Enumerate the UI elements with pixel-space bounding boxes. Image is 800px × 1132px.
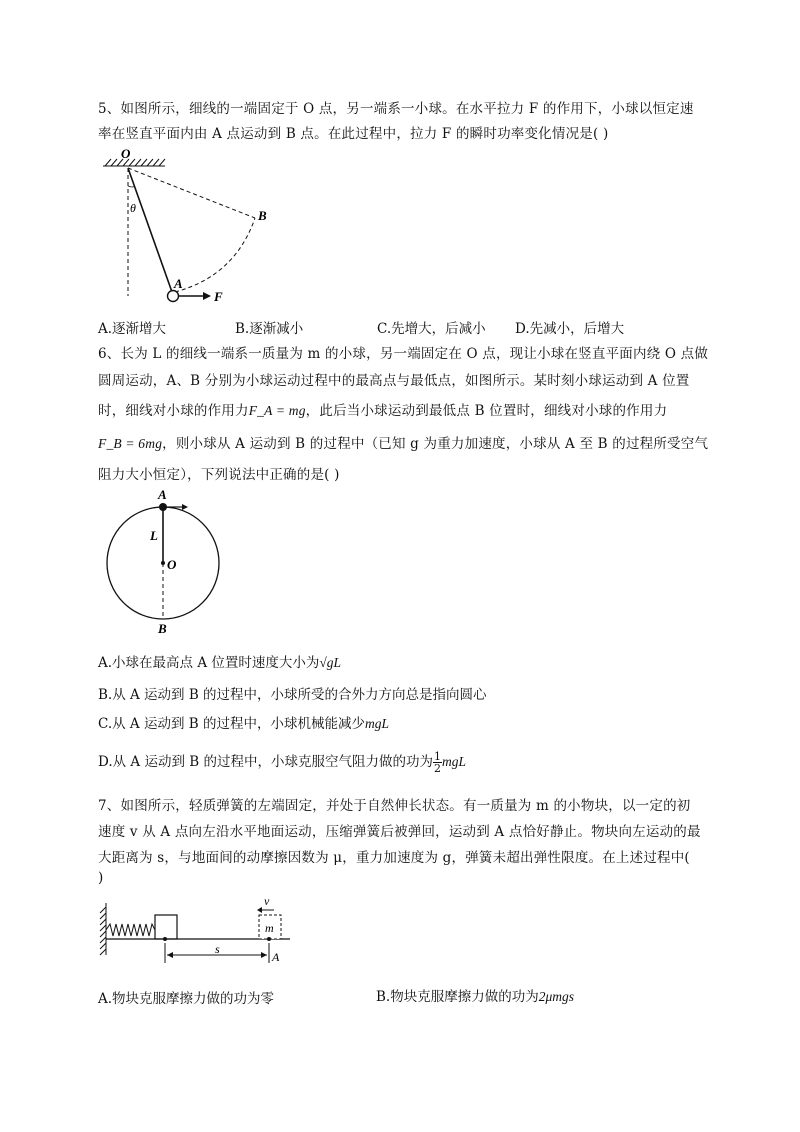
q6-option-c: C.从 A 运动到 B 的过程中，小球机械能减少mgL <box>98 716 389 732</box>
label-A: A <box>174 276 183 291</box>
label-m: m <box>265 921 274 935</box>
q6-line-3-b: ，此后当小球运动到最低点 B 位置时，细线对小球的作用力 <box>305 403 668 419</box>
label-B: B <box>258 208 267 223</box>
q6-line-4-b: ，则小球从 A 运动到 B 的过程中（已知 g 为重力加速度，小球从 A 至 B 的过程所受空气 <box>162 436 709 452</box>
q6-line-5: 阻力大小恒定），下列说法中正确的是( ) <box>98 467 340 483</box>
formula-mgl-2: mgL <box>441 754 466 769</box>
formula-sqrt-gl: √gL <box>319 655 342 670</box>
label-L: L <box>150 528 158 543</box>
spring <box>106 924 155 936</box>
label-s: s <box>215 942 220 956</box>
label-O: O <box>121 146 131 161</box>
formula-fb: F_B = 6mg <box>98 436 163 451</box>
q7-option-a: A.物块克服摩擦力做的功为零 <box>98 991 275 1007</box>
q6-option-d: D.从 A 运动到 B 的过程中，小球克服空气阻力做的功为 $\frac{1}{2}$ mgL <box>98 750 466 775</box>
q7-line-3: 大距离为 s，与地面间的动摩擦因数为 μ，重力加速度为 g，弹簧未超出弹性限度。在上述过程中( <box>98 850 690 866</box>
q7-line-4: ) <box>98 870 104 886</box>
q5-pendulum-figure <box>95 146 295 306</box>
ball <box>168 291 179 302</box>
label-A: A <box>158 488 167 502</box>
q5-option-c: C.先增大，后减小 <box>377 321 486 337</box>
q5-option-d: D.先减小，后增大 <box>515 321 625 337</box>
q5-line-2: 率在竖直平面内由 A 点运动到 B 点。在此过程中，拉力 F 的瞬时功率变化情况是( ) <box>98 126 609 142</box>
q5-option-a: A.逐渐增大 <box>98 321 167 337</box>
formula-fa: F_A = mg <box>248 403 306 418</box>
q6-line-2: 圆周运动，A、B 分别为小球运动过程中的最高点与最低点，如图所示。某时刻小球运动到 A 位置 <box>98 373 690 389</box>
label-theta: θ <box>130 201 136 215</box>
q6-option-b: B.从 A 运动到 B 的过程中，小球所受的合外力方向总是指向圆心 <box>98 687 487 703</box>
q6-line-1: 6、长为 L 的细线一端系一质量为 m 的小球，另一端固定在 O 点，现让小球在竖直平面内绕 O 点做 <box>98 346 709 362</box>
q7-option-b: B.物块克服摩擦力做的功为2μmgs <box>376 989 574 1005</box>
string-OB-dashed <box>128 168 255 218</box>
q6-line-4 <box>98 432 708 452</box>
q7-line-2: 速度 v 从 A 点向左沿水平地面运动，压缩弹簧后被弹回，运动到 A 点恰好静止。物块向左运动的最 <box>98 824 701 840</box>
label-F: F <box>214 289 223 304</box>
wall-hatch <box>100 903 106 955</box>
q6-line-3-a: 时，细线对小球的作用力 <box>98 403 249 419</box>
formula-mgl: mgL <box>364 716 389 731</box>
fraction-one-half: $\frac{1}{2}$ <box>433 750 441 775</box>
ceiling-hatch <box>103 159 165 166</box>
q5-option-b: B.逐渐减小 <box>235 321 304 337</box>
label-v: v <box>264 894 270 908</box>
q5-line-1: 5、如图所示，细线的一端固定于 O 点，另一端系一小球。在水平拉力 F 的作用下，小球以恒定速 <box>98 101 694 117</box>
q6-option-a: A.小球在最高点 A 位置时速度大小为√gL <box>98 655 342 671</box>
q7-spring-figure <box>98 893 298 969</box>
label-B: B <box>158 621 167 636</box>
q7-line-1: 7、如图所示，轻质弹簧的左端固定，并处于自然伸长状态。有一质量为 m 的小物块，以一定的初 <box>98 798 691 814</box>
q6-line-3 <box>98 399 667 419</box>
label-A: A <box>272 950 280 964</box>
q6-circle-figure <box>100 488 230 638</box>
formula-2umgs: 2μmgs <box>538 989 574 1004</box>
arc-AB-dashed <box>175 218 255 292</box>
label-O: O <box>167 557 177 572</box>
ball-A <box>159 503 167 511</box>
spring-plate <box>155 915 177 939</box>
